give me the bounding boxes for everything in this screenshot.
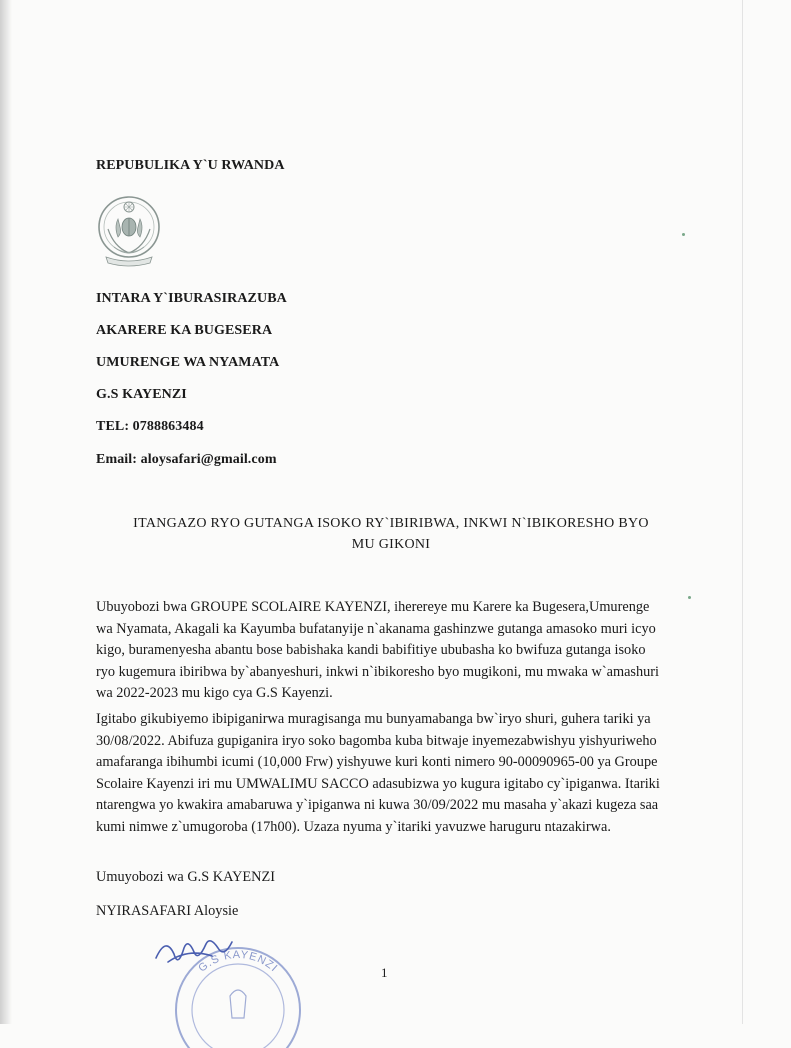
paragraph-line: kigo, buramenyesha abantu bose babishaka kandi babifitiye ububasha ko bwifuza gutanga isoko: [96, 642, 646, 658]
page-number: 1: [381, 965, 388, 980]
svg-text:G.S KAYENZI: G.S KAYENZI: [196, 948, 280, 975]
paragraph-line: wa 2022-2023 mu kigo cya G.S Kayenzi.: [96, 685, 333, 701]
header-sector: UMURENGE WA NYAMATA: [96, 355, 280, 370]
rwanda-emblem-icon: [96, 189, 162, 273]
title-line-2: MU GIKONI: [351, 537, 431, 552]
header-email: Email: aloysafari@gmail.com: [96, 452, 277, 467]
scan-margin-line: [742, 0, 743, 1024]
scan-edge-shadow: [0, 0, 12, 1024]
paragraph-line: ntarengwa yo kwakira amabaruwa y`ipiganwa ni kuwa 30/09/2022 mu masaha y`akazi kugeza saa: [96, 797, 659, 813]
header-country: REPUBULIKA Y`U RWANDA: [96, 158, 285, 173]
title-line-1: ITANGAZO RYO GUTANGA ISOKO RY`IBIRIBWA, INKWI N`IBIKORESHO BYO: [133, 516, 649, 531]
paragraph-intro: [96, 597, 694, 705]
signatory-name: NYIRASAFARI Aloysie: [96, 903, 239, 919]
paragraph-line: amafaranga ibihumbi icumi (10,000 Frw) yishyuwe kuri konti nimero 90-00090965-00 ya Groupe: [96, 754, 658, 770]
paragraph-line: 30/08/2022. Abifuza gupiganira iryo soko bagomba kuba bitwaje inyemezabwishyu yishyuriweho: [96, 732, 657, 749]
paragraph-line: Igitabo gikubiyemo ibipiganirwa muragisanga mu bunyamabanga bw`iryo shuri, guhera tariki ya: [96, 711, 651, 727]
school-stamp-icon: [148, 918, 318, 1048]
signatory-role: Umuyobozi wa G.S KAYENZI: [96, 869, 275, 885]
header-district: AKARERE KA BUGESERA: [96, 323, 273, 338]
paragraph-line: ryo kugemura ibiribwa by`abanyeshuri, inkwi n`ibikoresho byo mugikoni, mu mwaka w`amashuri: [96, 663, 660, 680]
paragraph-line: Scolaire Kayenzi iri mu UMWALIMU SACCO adasubizwa yo kugura igitabo cy`ipiganwa. Itariki: [96, 775, 660, 792]
paragraph-line: wa Nyamata, Akagali ka Kayumba bufatanyije n`akanama gashinzwe gutanga amasoko muri icyo: [96, 620, 656, 637]
paragraph-line: kumi nimwe z`umugoroba (17h00). Uzaza nyuma y`itariki yavuzwe haruguru ntazakirwa.: [96, 818, 611, 835]
header-province: INTARA Y`IBURASIRAZUBA: [96, 291, 287, 306]
announcement-title: [96, 513, 686, 555]
header-school: G.S KAYENZI: [96, 387, 187, 402]
header-tel: TEL: 0788863484: [96, 419, 204, 434]
paragraph-line: Ubuyobozi bwa GROUPE SCOLAIRE KAYENZI, iherereye mu Karere ka Bugesera,Umurenge: [96, 599, 650, 615]
paragraph-details: [96, 709, 694, 838]
